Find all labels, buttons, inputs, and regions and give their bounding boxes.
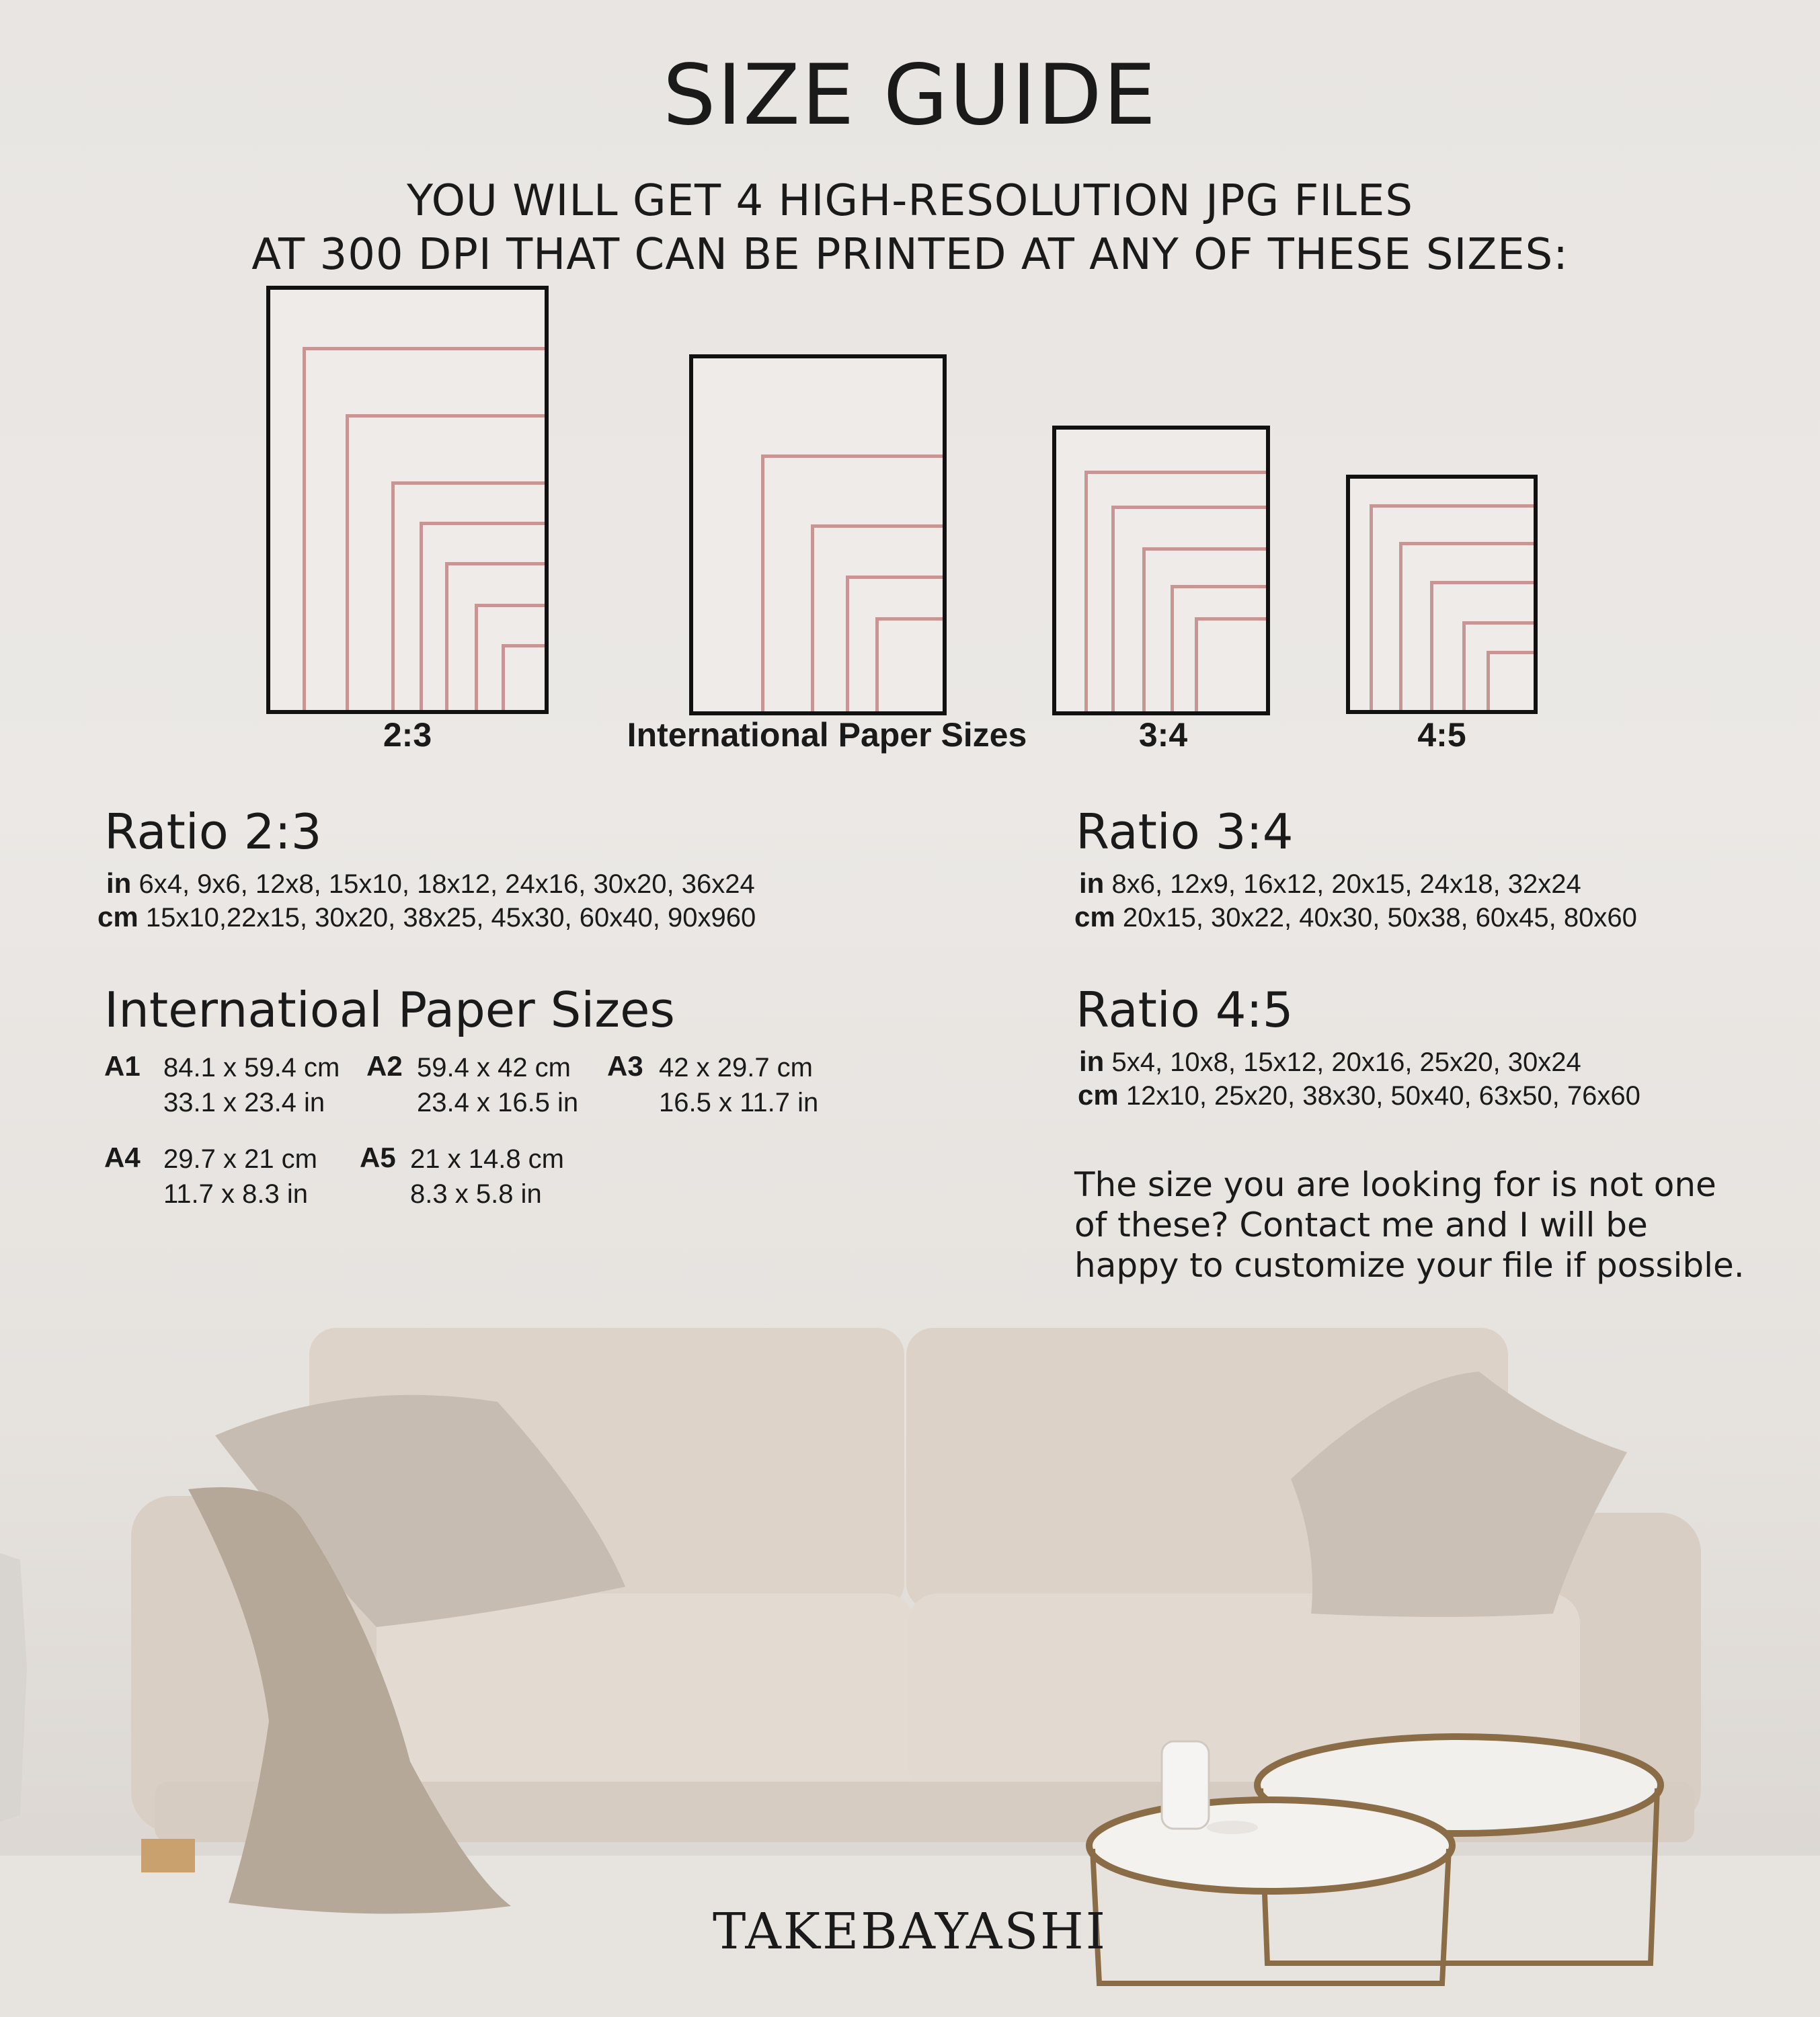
subtitle-line-2: AT 300 DPI THAT CAN BE PRINTED AT ANY OF THESE SIZES:	[251, 230, 1569, 280]
paper-cm: 84.1 x 59.4 cm	[163, 1053, 340, 1082]
ratio-4-5-heading: Ratio 4:5	[1076, 982, 1294, 1038]
paper-in: 23.4 x 16.5 in	[417, 1088, 579, 1117]
paper-sizes-heading: Internatioal Paper Sizes	[104, 982, 675, 1038]
frame-label-international: International Paper Sizes	[627, 716, 1027, 754]
subtitle-line-1: YOU WILL GET 4 HIGH-RESOLUTION JPG FILES	[407, 176, 1413, 226]
size-values: 12x10, 25x20, 38x30, 50x40, 63x50, 76x60	[1125, 1081, 1640, 1111]
page-title: SIZE GUIDE	[662, 47, 1158, 144]
paper-code-a1: A1	[104, 1050, 141, 1082]
size-values: 5x4, 10x8, 15x12, 20x16, 25x20, 30x24	[1111, 1047, 1581, 1077]
paper-cm: 29.7 x 21 cm	[163, 1144, 318, 1174]
paper-cm: 42 x 29.7 cm	[659, 1053, 814, 1082]
size-values: 6x4, 9x6, 12x8, 15x10, 18x12, 24x16, 30x20, 36x24	[139, 869, 755, 899]
paper-code-a4: A4	[104, 1142, 141, 1173]
frame-label-2-3: 2:3	[383, 716, 432, 754]
unit-label: in	[1079, 867, 1105, 899]
paper-cm: 21 x 14.8 cm	[410, 1144, 565, 1174]
paper-code-a2: A2	[366, 1050, 403, 1082]
unit-label: in	[1079, 1045, 1105, 1077]
unit-label: cm	[1078, 1079, 1119, 1111]
unit-label: cm	[1074, 901, 1115, 933]
size-values: 15x10,22x15, 30x20, 38x25, 45x30, 60x40, 90x960	[145, 903, 756, 933]
paper-code-a3: A3	[607, 1050, 643, 1082]
frame-label-3-4: 3:4	[1138, 716, 1188, 754]
note-line: of these? Contact me and I will be	[1074, 1205, 1648, 1244]
note-line: happy to customize your file if possible.	[1074, 1246, 1745, 1285]
paper-in: 11.7 x 8.3 in	[163, 1179, 308, 1209]
unit-label: in	[106, 867, 132, 899]
paper-in: 33.1 x 23.4 in	[163, 1088, 325, 1117]
note-line: The size you are looking for is not one	[1074, 1165, 1716, 1204]
paper-in: 8.3 x 5.8 in	[410, 1179, 542, 1209]
paper-cm: 59.4 x 42 cm	[417, 1053, 571, 1082]
ratio-3-4-heading: Ratio 3:4	[1076, 803, 1294, 860]
unit-label: cm	[97, 901, 139, 933]
size-values: 8x6, 12x9, 16x12, 20x15, 24x18, 32x24	[1111, 869, 1581, 899]
paper-code-a5: A5	[360, 1142, 396, 1173]
paper-in: 16.5 x 11.7 in	[659, 1088, 819, 1117]
frame-label-4-5: 4:5	[1417, 716, 1466, 754]
ratio-2-3-heading: Ratio 2:3	[104, 803, 322, 860]
brand-logo: TAKEBAYASHI	[713, 1903, 1107, 1961]
size-values: 20x15, 30x22, 40x30, 50x38, 60x45, 80x60	[1122, 903, 1637, 933]
